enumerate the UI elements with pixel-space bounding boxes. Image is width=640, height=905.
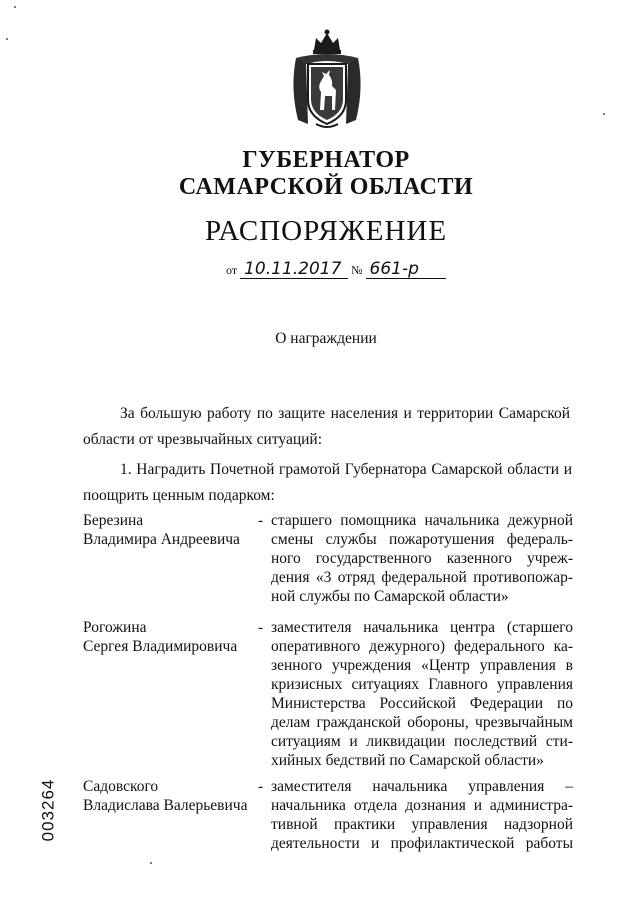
separator-dash: - [258,619,264,636]
registration-stamp-number [27,775,87,845]
region-title: САМАРСКОЙ ОБЛАСТИ [178,174,474,200]
position-line: хийных бедствий по Самарской области» [271,752,544,769]
awardee-position [271,511,573,606]
position-line: начальника отдела дознания и администра- [271,797,573,814]
number-label: № [351,263,363,277]
position-line: ситуациям и ликвидации последствий сти- [271,733,573,750]
awardee-name [83,618,253,656]
item1-line-2: поощрить ценным подарком: [83,487,275,504]
document-subject: О награждении [275,330,377,347]
position-line: делам гражданской обороны, чрезвычайным [271,714,573,731]
awardee-position [271,777,573,853]
awardee-given-names: Сергея Владимировича [83,638,238,655]
awardee-surname: Березина [83,512,144,529]
position-line: заместителя начальника управления – [271,778,573,795]
date-from-label: от [226,263,238,277]
handwritten-number: 661-р [366,260,446,279]
position-line: дения «3 отряд федеральной противопожар- [271,569,573,586]
awardee-surname: Рогожина [83,619,147,636]
awardee-given-names: Владимира Андреевича [83,531,240,548]
governor-title: ГУБЕРНАТОР [242,147,410,173]
intro-line-1: За большую работу по защите населения и территории Самарской [120,405,570,422]
position-line: кризисных ситуациях Главного управления [271,676,573,693]
handwritten-date: 10.11.2017 [240,260,348,279]
position-line: старшего помощника начальника дежурной [271,512,573,529]
scan-speck [14,6,16,8]
position-line: заместителя начальника центра (старшего [271,619,573,636]
item1-line-1: 1. Наградить Почетной грамотой Губернатора Самарской области и [120,461,572,478]
awardee-name [83,511,253,549]
awardee-name [83,777,253,815]
document-type-heading: РАСПОРЯЖЕНИЕ [204,215,448,247]
scan-speck [150,862,152,864]
awardee-surname: Садовского [83,778,159,795]
position-line: тивной практики управления надзорной [271,816,573,833]
awardee-given-names: Владислава Валерьевича [83,797,248,814]
position-line: смены службы пожаротушения федераль- [271,531,573,548]
dateline [223,260,446,279]
coat-of-arms-icon [286,28,368,132]
scan-speck [6,38,8,40]
position-line: Министерства Российской Федерации по [271,695,573,712]
separator-dash: - [258,778,264,795]
awardee-position [271,618,573,770]
position-line: зенного учреждения «Центр управления в [271,657,573,674]
position-line: ного государственного казенного учреж- [271,550,573,567]
position-line: деятельности и профилактической работы [271,835,573,852]
stamp-number-text: 003264 [38,778,58,842]
position-line: ной службы по Самарской области» [271,588,509,605]
position-line: оперативного дежурного) федерального ка- [271,638,573,655]
intro-line-2: области от чрезвычайных ситуаций: [83,431,323,448]
scan-speck [603,113,605,115]
separator-dash: - [258,512,264,529]
